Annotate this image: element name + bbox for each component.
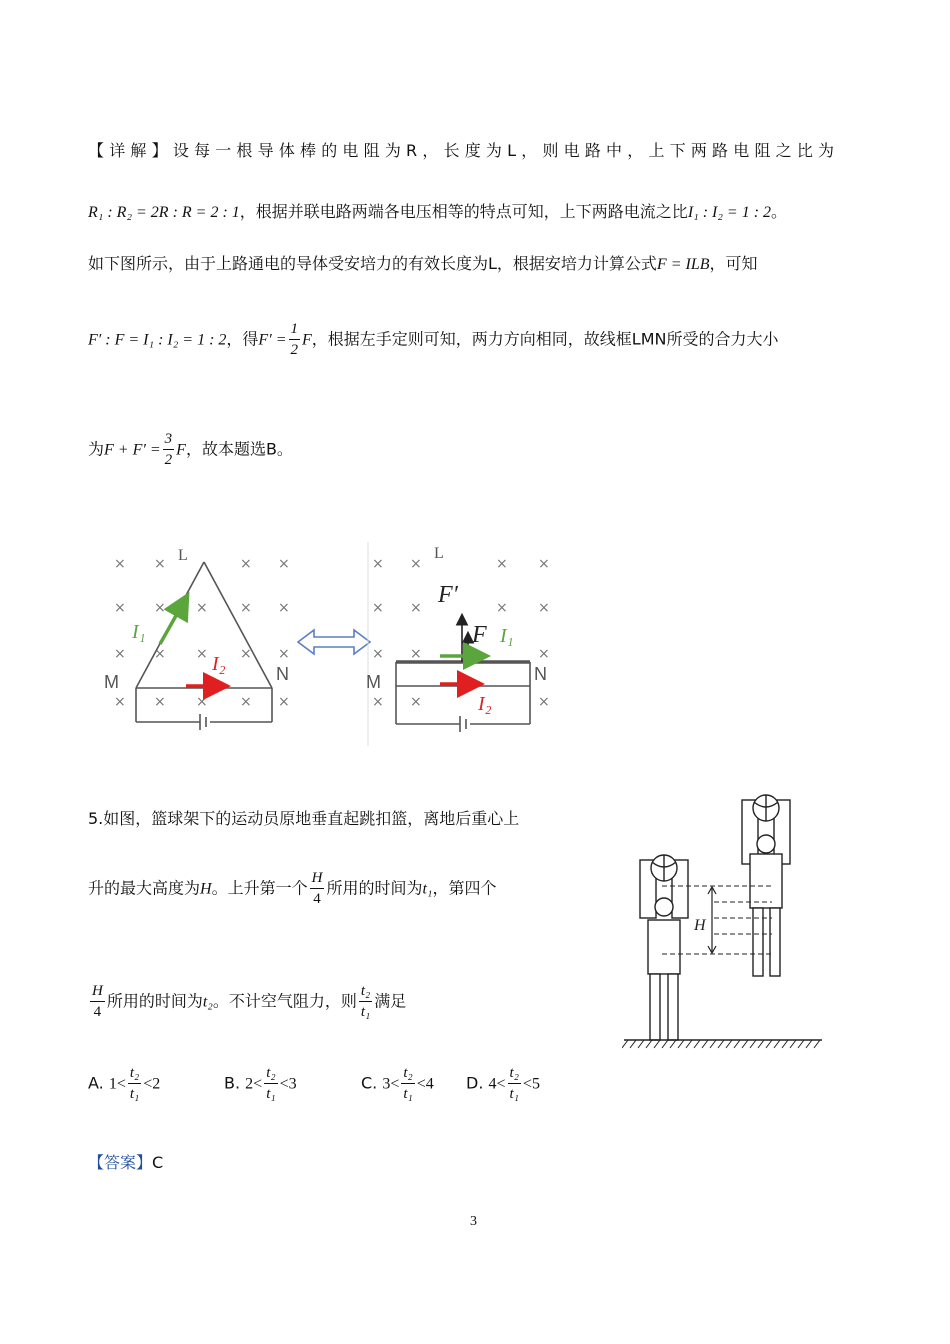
answer-value: C <box>152 1153 164 1172</box>
current-ratio-equation: I₁ : I₂ = 1 : 2 <box>687 204 772 221</box>
svg-text:×: × <box>410 646 422 662</box>
one-half-fraction: $\frac{1}{2}$ <box>290 321 298 358</box>
right-field-crosses <box>372 556 550 710</box>
magnetic-field-figure <box>100 538 560 750</box>
ampere-force-formula: F = ILB <box>656 256 710 273</box>
right-m-label: M <box>366 672 381 692</box>
detail-line-5 <box>88 432 293 468</box>
answer-label: 【答案】 <box>88 1153 153 1172</box>
quarter-height-fraction: $\frac{H}{4}$ <box>311 870 323 907</box>
svg-text:×: × <box>154 556 166 572</box>
svg-text:×: × <box>372 694 384 710</box>
force-ratio-equation: F′ : F = I₁ : I₂ = 1 : 2 <box>88 331 227 349</box>
svg-text:×: × <box>410 556 422 572</box>
detail-bracket-label: 【详解】 <box>88 141 173 160</box>
total-force-lhs: F + F′ = <box>104 441 161 459</box>
svg-text:×: × <box>154 600 166 616</box>
left-n-label: N <box>276 664 289 684</box>
detail-text-5-pre: 为 <box>88 439 105 459</box>
detail-text-3: 如下图所示，由于上路通电的导体受安培力的有效长度为L，根据安培力计算公式 <box>88 254 657 273</box>
force-prime-rhs: F <box>302 331 312 349</box>
svg-text:×: × <box>278 694 290 710</box>
svg-text:×: × <box>372 556 384 572</box>
svg-text:×: × <box>410 694 422 710</box>
resistance-ratio-equation: R₁ : R₂ = 2R : R = 2 : 1 <box>88 204 240 221</box>
equivalence-double-arrow <box>298 630 370 654</box>
right-i2-label: I₂ <box>478 693 492 715</box>
right-top-label: L <box>434 545 444 562</box>
svg-text:×: × <box>240 556 252 572</box>
svg-text:×: × <box>278 600 290 616</box>
svg-text:×: × <box>196 694 208 710</box>
ground-hatching <box>622 1040 820 1048</box>
right-n-label: N <box>534 664 547 684</box>
detail-line-4 <box>88 322 778 358</box>
left-m-label: M <box>104 672 119 692</box>
detail-line-2 <box>88 199 787 222</box>
detail-text-2: ，根据并联电路两端各电压相等的特点可知，上下两路电流之比 <box>239 202 688 221</box>
option-b[interactable]: B. 2< $\frac{\text{t₂}}{\text{t₁}}$ <3 <box>224 1065 297 1102</box>
detail-line-3 <box>88 251 758 274</box>
left-top-label: L <box>178 547 188 564</box>
question-5-line-1: 5.如图，篮球架下的运动员原地垂直起跳扣篮，离地后重心上 <box>88 809 520 828</box>
time-ratio-fraction: $\frac{\text{t₂}}{\text{t₁}}$ <box>360 983 371 1020</box>
standing-player <box>640 855 688 1040</box>
detail-text-4-mid: ，得 <box>226 329 259 349</box>
question-5-line-2: 升的最大高度为H。上升第一个 $\frac{H}{4}$ 所用的时间为t₁，第四个 <box>88 870 497 907</box>
svg-text:×: × <box>196 646 208 662</box>
svg-text:×: × <box>114 556 126 572</box>
svg-text:×: × <box>496 600 508 616</box>
answer-line <box>88 1150 163 1173</box>
page-number: 3 <box>470 1214 477 1229</box>
svg-text:×: × <box>154 694 166 710</box>
right-fprime-label: F′ <box>438 582 458 608</box>
option-c[interactable]: C. 3< $\frac{\text{t₂}}{\text{t₁}}$ <4 <box>361 1065 434 1102</box>
basketball-jump-figure <box>622 790 822 1052</box>
svg-text:×: × <box>196 600 208 616</box>
svg-text:×: × <box>538 694 550 710</box>
three-halves-fraction: $\frac{3}{2}$ <box>164 431 173 468</box>
detail-text-2-end: 。 <box>771 202 788 221</box>
svg-text:×: × <box>240 646 252 662</box>
svg-text:×: × <box>114 646 126 662</box>
svg-text:×: × <box>240 600 252 616</box>
svg-text:×: × <box>538 600 550 616</box>
detail-text-1: 设每一根导体棒的电阻为R，长度为L，则电路中，上下两路电阻之比为 <box>172 141 840 160</box>
fourth-quarter-fraction: $\frac{H}{4}$ <box>92 983 103 1020</box>
detail-text-4: ，根据左手定则可知，两力方向相同，故线框LMN所受的合力大小 <box>311 329 779 349</box>
height-label: H <box>694 917 706 934</box>
total-force-rhs: F <box>176 441 186 459</box>
svg-text:×: × <box>278 556 290 572</box>
svg-text:×: × <box>278 646 290 662</box>
detail-text-3-end: ，可知 <box>709 254 758 273</box>
option-a[interactable]: A. 1< $\frac{\text{t₂}}{\text{t₁}}$ <2 <box>88 1065 161 1102</box>
svg-text:×: × <box>496 556 508 572</box>
svg-text:×: × <box>410 600 422 616</box>
right-i1-label: I₁ <box>500 625 514 647</box>
svg-text:×: × <box>372 646 384 662</box>
svg-text:×: × <box>538 556 550 572</box>
left-i2-label: I₂ <box>212 653 226 675</box>
option-d[interactable]: D. 4< $\frac{\text{t₂}}{\text{t₁}}$ <5 <box>466 1065 540 1102</box>
svg-text:×: × <box>240 694 252 710</box>
svg-text:×: × <box>538 646 550 662</box>
svg-text:×: × <box>114 600 126 616</box>
svg-text:×: × <box>372 600 384 616</box>
force-prime-lhs: F′ = <box>258 331 287 349</box>
left-i1-label: I₁ <box>132 621 146 643</box>
right-f-label: F <box>472 622 487 648</box>
detail-text-5: ，故本题选B。 <box>185 439 293 459</box>
svg-text:×: × <box>114 694 126 710</box>
detail-line-1 <box>88 138 839 161</box>
svg-text:×: × <box>154 646 166 662</box>
question-5-line-3: $\frac{H}{4}$ 所用的时间为t₂。不计空气阻力，则 $\frac{\text{t₂}}{\text{t₁}}$ 满足 <box>92 983 407 1020</box>
